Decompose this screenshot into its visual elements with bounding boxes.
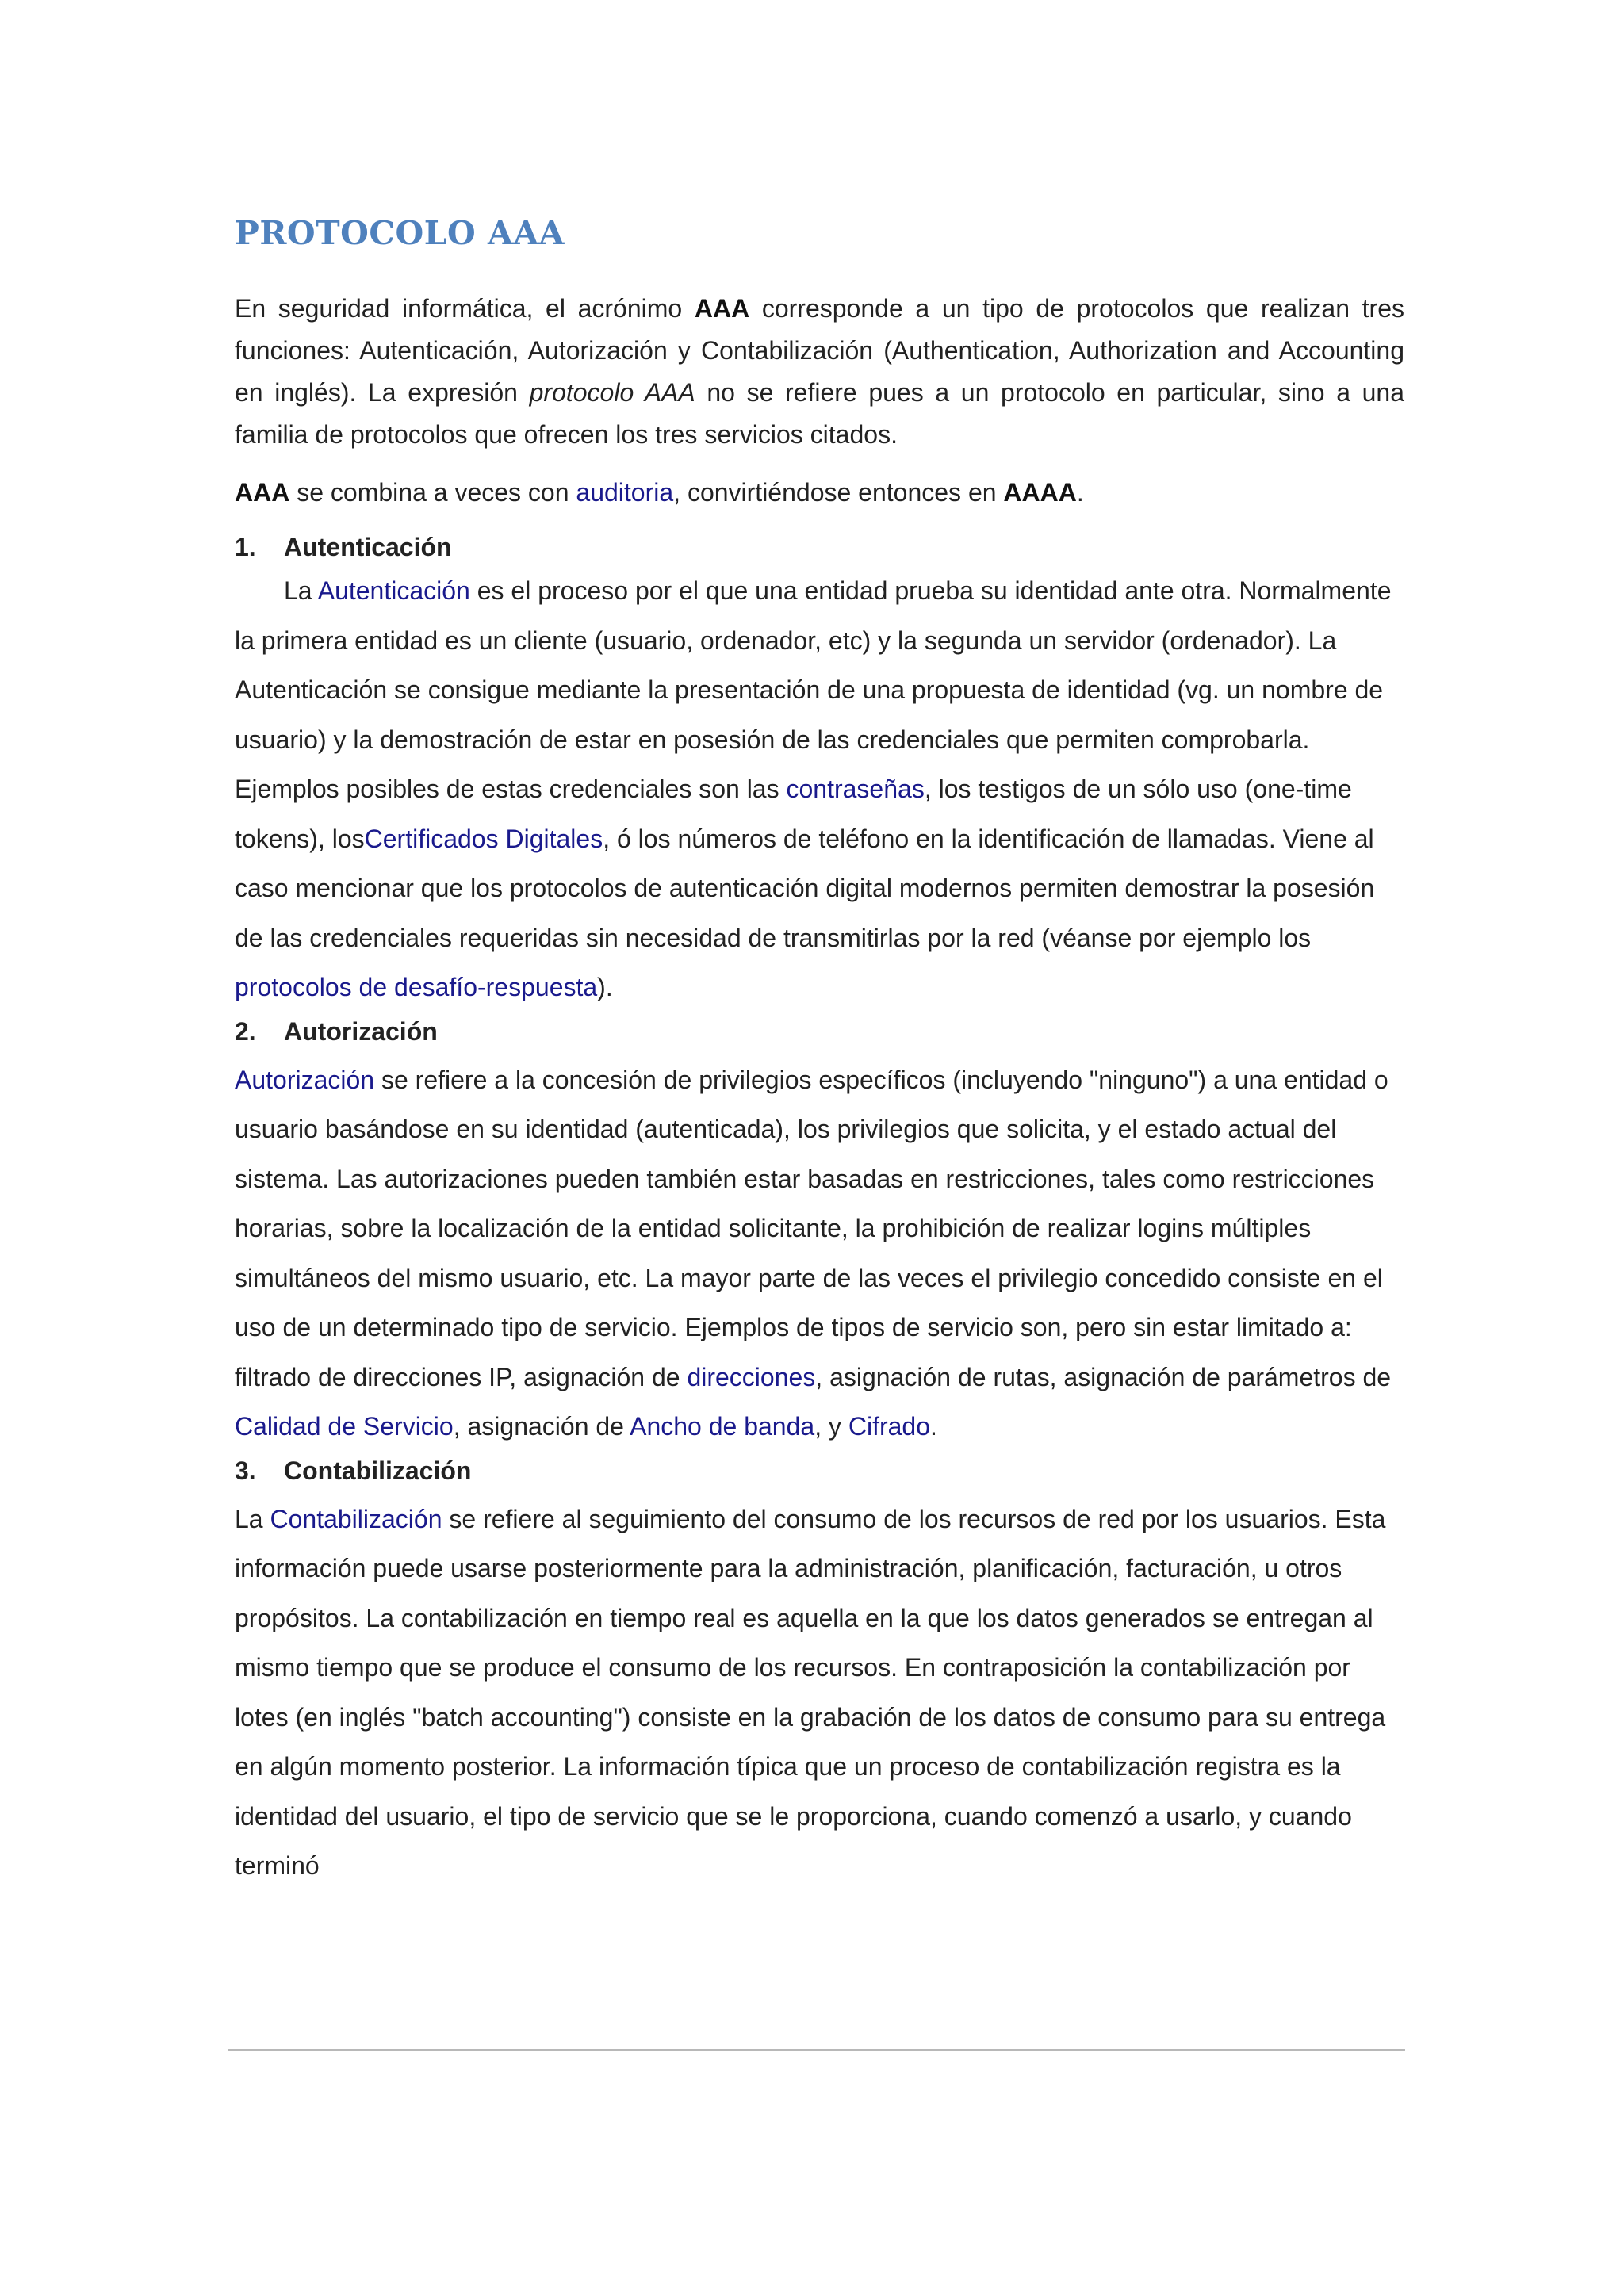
link-direcciones[interactable]: direcciones <box>687 1362 816 1391</box>
link-certificados-digitales[interactable]: Certificados Digitales <box>364 824 603 853</box>
link-autorizacion[interactable]: Autorización <box>235 1065 375 1094</box>
intro-italic-term: protocolo AAA <box>529 378 695 408</box>
section-title: Autorización <box>284 1016 438 1046</box>
section-heading-autenticacion <box>235 528 1404 566</box>
section-title: Autenticación <box>284 533 452 562</box>
section-body-contabilizacion: La Contabilización se refiere al seguimiento del consumo de los recursos de red por los usuarios. Esta información puede usarse posteriormente para la administración, planificación, facturación, u otros propósitos. La contabilización en tiempo real es aquella en la que los datos generados se entregan al mismo tiempo que se produce el consumo de los recursos. En contraposición la contabilización por lotes (en inglés "batch accounting") consiste en la grabación de los datos de consumo para su entrega en algún momento posterior. La información típica que un proceso de contabilización registra es la identidad del usuario, el tipo de servicio que se le proporciona, cuando comenzó a usarlo, y cuando terminó <box>235 1504 1386 1881</box>
link-contabilizacion[interactable]: Contabilización <box>270 1504 442 1533</box>
section-heading-autorizacion <box>235 1012 1404 1050</box>
link-protocolos-desafio-respuesta[interactable]: protocolos de desafío-respuesta <box>235 973 598 1002</box>
section-number: 1. <box>235 533 256 562</box>
section-title: Contabilización <box>284 1456 472 1485</box>
section-body-autorizacion: Autorización se refiere a la concesión de privilegios específicos (incluyendo "ninguno") a una entidad o usuario basándose en su identidad (autenticada), los privilegios que solicita, y el estado actual del sistema. Las autorizaciones pueden también estar basadas en restricciones, tales como restricciones horarias, sobre la localización de la entidad solicitante, la prohibición de realizar logins múltiples simultáneos del mismo usuario, etc. La mayor parte de las veces el privilegio concedido consiste en el uso de un determinado tipo de servicio. Ejemplos de tipos de servicio son, pero sin estar limitado a: filtrado de direcciones IP, asignación de direcciones, asignación de rutas, asignación de parámetros de Calidad de Servicio, asignación de Ancho de banda, y Cifrado. <box>235 1065 1392 1441</box>
link-auditoria[interactable]: auditoria <box>576 478 674 507</box>
document-page <box>235 214 1404 1891</box>
link-ancho-de-banda[interactable]: Ancho de banda <box>630 1412 815 1441</box>
link-cifrado[interactable]: Cifrado <box>848 1412 931 1441</box>
footer-divider <box>228 2049 1405 2051</box>
section-heading-contabilizacion <box>235 1452 1404 1490</box>
section-body-autenticacion: La Autenticación es el proceso por el que una entidad prueba su identidad ante otra. Normalmente la primera entidad es un cliente (usuario, ordenador, etc) y la segunda un servidor (ordenador). La Autenticación se consigue mediante la presentación de una propuesta de identidad (vg. un nombre de usuario) y la demostración de estar en posesión de las credenciales que permiten comprobarla. Ejemplos posibles de estas credenciales son las contraseñas, los testigos de un sólo uso (one-time tokens), losCertificados Digitales, ó los números de teléfono en la identificación de llamadas. Viene al caso mencionar que los protocolos de autenticación digital modernos permiten demostrar la posesión de las credenciales requeridas sin necesidad de transmitirlas por la red (véanse por ejemplo los protocolos de desafío-respuesta). <box>235 576 1392 1002</box>
page-title: PROTOCOLO AAA <box>235 214 565 252</box>
link-autenticacion[interactable]: Autenticación <box>317 576 470 606</box>
section-number: 2. <box>235 1016 256 1046</box>
link-contrasenas[interactable]: contraseñas <box>786 775 925 804</box>
link-calidad-de-servicio[interactable]: Calidad de Servicio <box>235 1412 454 1441</box>
intro-paragraph: En seguridad informática, el acrónimo AAA corresponde a un tipo de protocolos que realizan tres funciones: Autenticación, Autorización y Contabilización (Authentication, Authorization and Accounting en inglés). La expresión protocolo AAA no se refiere pues a un protocolo en particular, sino a una familia de protocolos que ofrecen los tres servicios citados. <box>235 294 1405 450</box>
section-number: 3. <box>235 1456 256 1485</box>
combo-paragraph: AAA se combina a veces con auditoria, convirtiéndose entonces en AAAA. <box>235 478 1084 507</box>
intro-bold-aaa: AAA <box>694 294 750 323</box>
